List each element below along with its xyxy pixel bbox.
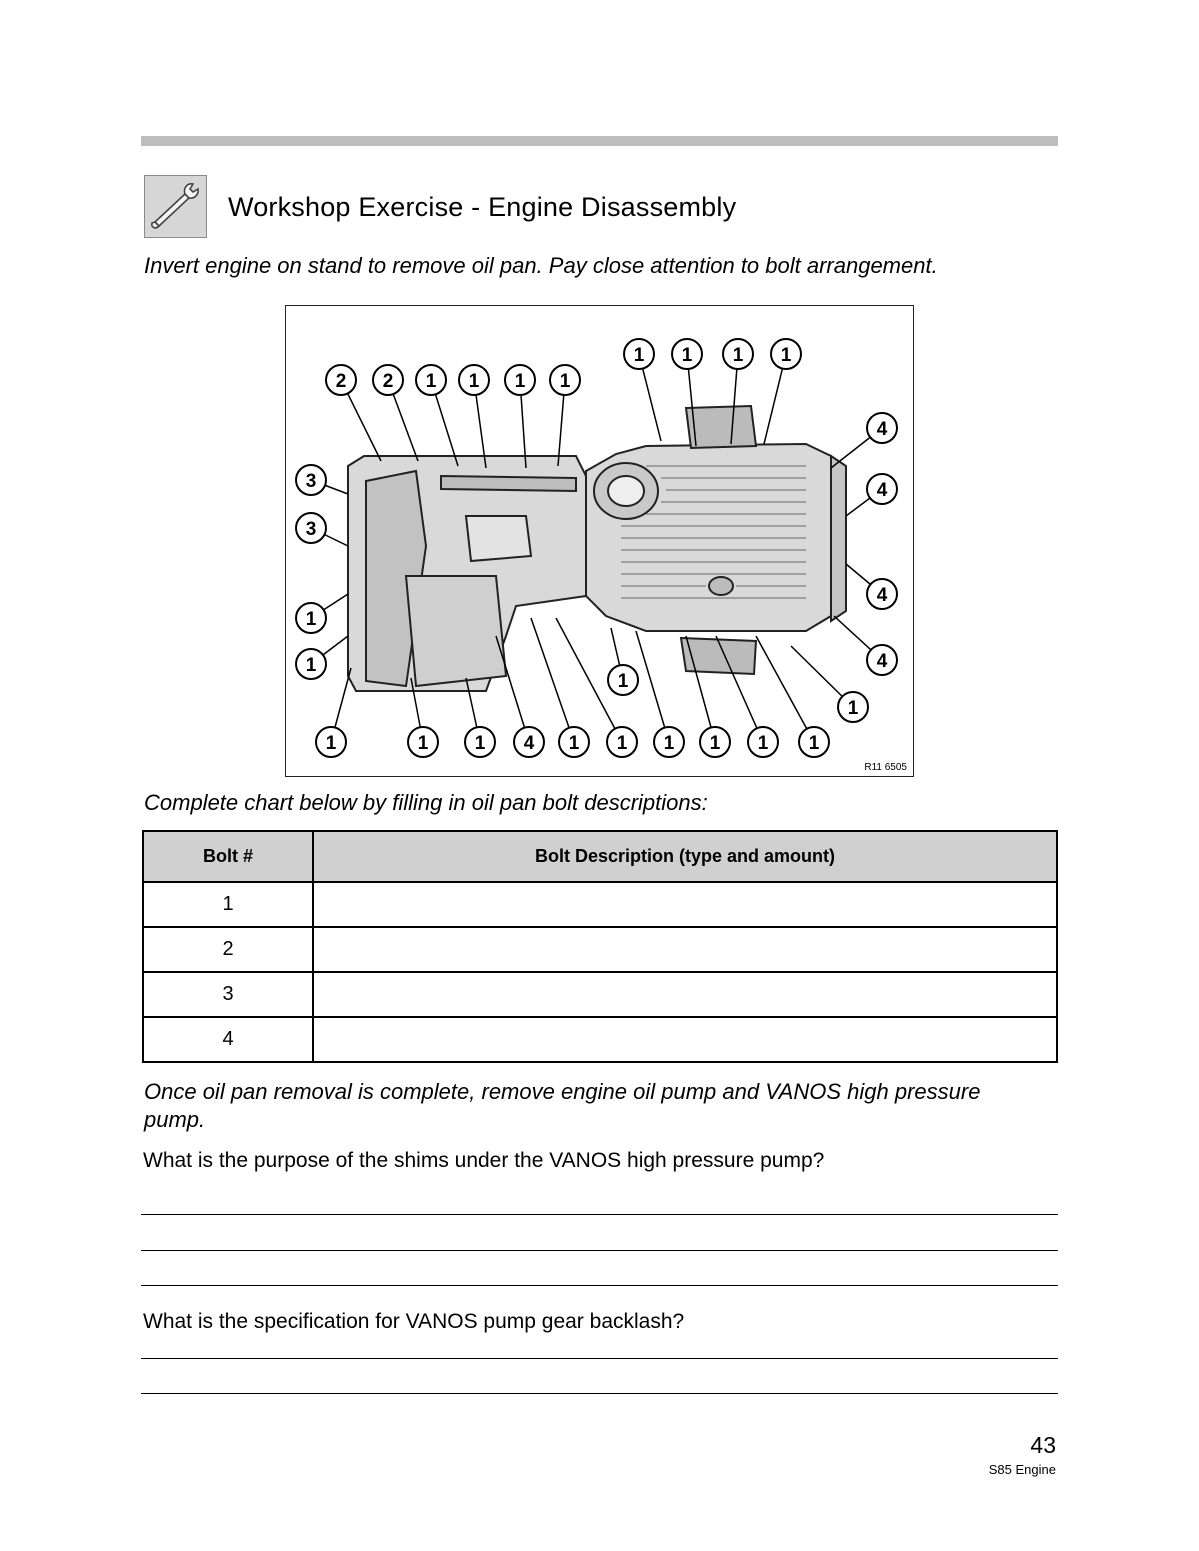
page-title: Workshop Exercise - Engine Disassembly	[228, 192, 737, 222]
header-bolt-number: Bolt #	[143, 831, 313, 882]
callout-leader	[496, 636, 529, 742]
table-row	[143, 1017, 1057, 1062]
callout-number: 1	[474, 733, 486, 754]
callout-number: 1	[681, 345, 693, 366]
question-shims: What is the purpose of the shims under the VANOS high pressure pump?	[143, 1149, 825, 1172]
section-footer: S85 Engine	[988, 1462, 1056, 1477]
callout-number: 1	[808, 733, 820, 754]
figure-code: R11 6505	[864, 762, 907, 773]
oil-pan-drawing	[286, 306, 912, 775]
table-row	[143, 927, 1057, 972]
callout-number: 1	[732, 345, 744, 366]
answer-line[interactable]	[141, 1250, 1058, 1251]
oil-pan-diagram	[285, 305, 914, 777]
bolt-description-field[interactable]	[313, 1017, 1057, 1062]
callout-number: 1	[568, 733, 580, 754]
callout-number: 1	[305, 609, 317, 630]
callout-number: 1	[847, 698, 859, 719]
callout-number: 2	[335, 371, 347, 392]
question-backlash: What is the specification for VANOS pump gear backlash?	[143, 1310, 685, 1333]
bolt-table	[142, 830, 1058, 1063]
table-row	[143, 972, 1057, 1017]
header-bolt-description: Bolt Description (type and amount)	[313, 831, 1057, 882]
callout-number: 2	[382, 371, 394, 392]
bolt-number: 2	[143, 927, 313, 972]
bolt-description-field[interactable]	[313, 972, 1057, 1017]
page-number: 43	[1030, 1432, 1056, 1458]
bolt-description-field[interactable]	[313, 927, 1057, 972]
callout-number: 4	[523, 733, 535, 754]
callout-number: 1	[325, 733, 337, 754]
wrench-icon	[144, 175, 207, 238]
callout-number: 4	[876, 480, 888, 501]
header-rule	[141, 136, 1058, 146]
callout-number: 1	[617, 671, 629, 692]
answer-line[interactable]	[141, 1285, 1058, 1286]
pump-removal-instruction: Once oil pan removal is complete, remove engine oil pump and VANOS high pressure pump.	[144, 1079, 981, 1132]
callout-number: 1	[780, 345, 792, 366]
answer-line[interactable]	[141, 1393, 1058, 1394]
table-row	[143, 882, 1057, 927]
callout-number: 1	[425, 371, 437, 392]
callout-number: 4	[876, 419, 888, 440]
callout-number: 1	[514, 371, 526, 392]
callout-number: 1	[417, 733, 429, 754]
bolt-number: 3	[143, 972, 313, 1017]
callout-number: 3	[305, 519, 317, 540]
callout-leader	[636, 631, 669, 742]
callout-number: 4	[876, 585, 888, 606]
callout-number: 1	[709, 733, 721, 754]
table-header-row	[143, 831, 1057, 882]
callout-number: 4	[876, 651, 888, 672]
callout-number: 1	[616, 733, 628, 754]
callout-number: 1	[468, 371, 480, 392]
callout-number: 1	[559, 371, 571, 392]
callout-number: 1	[757, 733, 769, 754]
bolt-number: 1	[143, 882, 313, 927]
chart-instruction: Complete chart below by filling in oil pan bolt descriptions:	[144, 790, 708, 815]
callout-number: 1	[663, 733, 675, 754]
answer-line[interactable]	[141, 1358, 1058, 1359]
callout-leader	[531, 618, 574, 742]
bolt-number: 4	[143, 1017, 313, 1062]
intro-instruction: Invert engine on stand to remove oil pan. Pay close attention to bolt arrangement.	[144, 253, 938, 278]
answer-line[interactable]	[141, 1214, 1058, 1215]
callout-number: 1	[633, 345, 645, 366]
callout-number: 3	[305, 471, 317, 492]
callout-number: 1	[305, 655, 317, 676]
bolt-description-field[interactable]	[313, 882, 1057, 927]
